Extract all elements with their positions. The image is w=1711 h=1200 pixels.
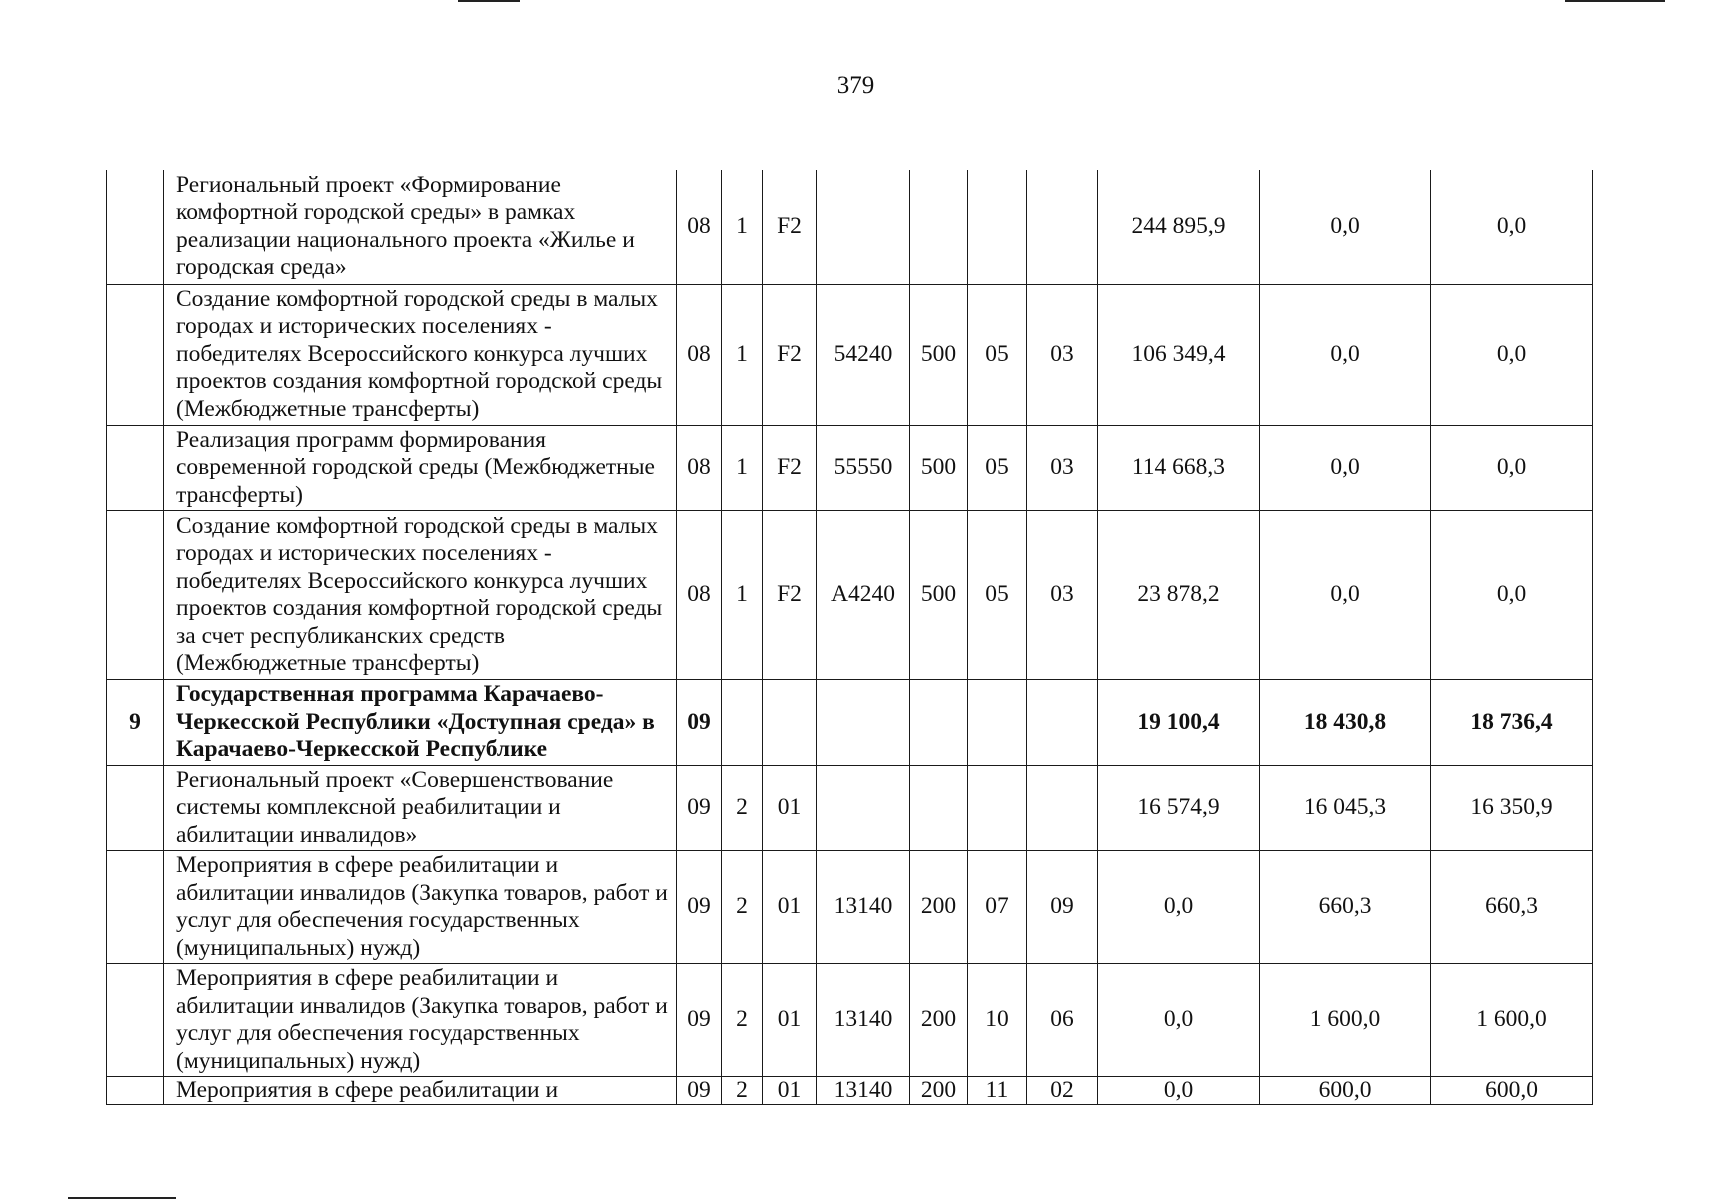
amount-year3-cell: 1 600,0 [1431, 964, 1593, 1077]
amount-year1-cell: 19 100,4 [1098, 680, 1260, 766]
project-code-cell: F2 [763, 425, 817, 511]
expense-type-cell: 200 [910, 851, 968, 964]
table-row [107, 680, 1593, 766]
expense-type-cell: 500 [910, 284, 968, 425]
row-number-cell [107, 425, 164, 511]
subsection-cell: 03 [1027, 425, 1098, 511]
subprogram-code-cell: 1 [722, 284, 763, 425]
section-cell [968, 680, 1027, 766]
amount-year2-cell: 0,0 [1260, 284, 1431, 425]
program-code-cell: 09 [677, 765, 722, 851]
amount-year2-cell: 660,3 [1260, 851, 1431, 964]
subsection-cell: 03 [1027, 284, 1098, 425]
row-name-cell: Региональный проект «Формирование комфортной городской среды» в рамках реализации национального проекта «Жилье и городская среда» [164, 170, 677, 284]
project-code-cell: 01 [763, 765, 817, 851]
scan-artifact-top-right [1565, 0, 1665, 2]
subsection-cell: 02 [1027, 1077, 1098, 1105]
direction-code-cell: 54240 [817, 284, 910, 425]
row-name-cell: Реализация программ формирования современной городской среды (Межбюджетные трансферты) [164, 425, 677, 511]
amount-year1-cell: 16 574,9 [1098, 765, 1260, 851]
expense-type-cell [910, 765, 968, 851]
table-row [107, 964, 1593, 1077]
direction-code-cell: 13140 [817, 964, 910, 1077]
project-code-cell: 01 [763, 964, 817, 1077]
row-name-cell: Мероприятия в сфере реабилитации и [164, 1077, 677, 1105]
amount-year3-cell: 0,0 [1431, 425, 1593, 511]
amount-year2-cell: 0,0 [1260, 511, 1431, 680]
project-code-cell: F2 [763, 511, 817, 680]
row-number-cell: 9 [107, 680, 164, 766]
section-cell: 05 [968, 425, 1027, 511]
row-number-cell [107, 284, 164, 425]
amount-year2-cell: 18 430,8 [1260, 680, 1431, 766]
amount-year3-cell: 18 736,4 [1431, 680, 1593, 766]
subsection-cell [1027, 170, 1098, 284]
amount-year3-cell: 16 350,9 [1431, 765, 1593, 851]
program-code-cell: 08 [677, 170, 722, 284]
section-cell: 11 [968, 1077, 1027, 1105]
amount-year3-cell: 0,0 [1431, 170, 1593, 284]
row-number-cell [107, 511, 164, 680]
direction-code-cell: 13140 [817, 851, 910, 964]
row-name-cell: Мероприятия в сфере реабилитации и абилитации инвалидов (Закупка товаров, работ и услуг для обеспечения государственных (муниципальных) нужд) [164, 964, 677, 1077]
expense-type-cell [910, 680, 968, 766]
amount-year2-cell: 16 045,3 [1260, 765, 1431, 851]
subsection-cell: 09 [1027, 851, 1098, 964]
subprogram-code-cell: 2 [722, 851, 763, 964]
row-number-cell [107, 964, 164, 1077]
subprogram-code-cell: 2 [722, 964, 763, 1077]
section-cell: 05 [968, 511, 1027, 680]
direction-code-cell: 55550 [817, 425, 910, 511]
amount-year3-cell: 660,3 [1431, 851, 1593, 964]
program-code-cell: 08 [677, 511, 722, 680]
subprogram-code-cell [722, 680, 763, 766]
subsection-cell: 06 [1027, 964, 1098, 1077]
table-row [107, 511, 1593, 680]
amount-year2-cell: 0,0 [1260, 425, 1431, 511]
row-name-cell: Мероприятия в сфере реабилитации и абилитации инвалидов (Закупка товаров, работ и услуг для обеспечения государственных (муниципальных) нужд) [164, 851, 677, 964]
section-cell [968, 765, 1027, 851]
page-number: 379 [836, 72, 875, 99]
program-code-cell: 09 [677, 680, 722, 766]
amount-year1-cell: 0,0 [1098, 964, 1260, 1077]
expense-type-cell [910, 170, 968, 284]
subsection-cell: 03 [1027, 511, 1098, 680]
section-cell: 05 [968, 284, 1027, 425]
amount-year1-cell: 106 349,4 [1098, 284, 1260, 425]
amount-year1-cell: 23 878,2 [1098, 511, 1260, 680]
row-number-cell [107, 1077, 164, 1105]
direction-code-cell [817, 680, 910, 766]
direction-code-cell: 13140 [817, 1077, 910, 1105]
subprogram-code-cell: 1 [722, 170, 763, 284]
expense-type-cell: 200 [910, 1077, 968, 1105]
project-code-cell [763, 680, 817, 766]
amount-year2-cell: 0,0 [1260, 170, 1431, 284]
amount-year1-cell: 0,0 [1098, 1077, 1260, 1105]
subprogram-code-cell: 1 [722, 425, 763, 511]
amount-year3-cell: 0,0 [1431, 511, 1593, 680]
subsection-cell [1027, 680, 1098, 766]
table-row [107, 284, 1593, 425]
expense-type-cell: 500 [910, 511, 968, 680]
amount-year1-cell: 0,0 [1098, 851, 1260, 964]
program-code-cell: 08 [677, 284, 722, 425]
subsection-cell [1027, 765, 1098, 851]
direction-code-cell [817, 170, 910, 284]
program-code-cell: 09 [677, 1077, 722, 1105]
project-code-cell: 01 [763, 851, 817, 964]
row-number-cell [107, 851, 164, 964]
amount-year1-cell: 244 895,9 [1098, 170, 1260, 284]
direction-code-cell: А4240 [817, 511, 910, 680]
project-code-cell: F2 [763, 284, 817, 425]
table-row [107, 765, 1593, 851]
section-cell: 10 [968, 964, 1027, 1077]
amount-year1-cell: 114 668,3 [1098, 425, 1260, 511]
expense-type-cell: 200 [910, 964, 968, 1077]
budget-table [106, 170, 1593, 1105]
subprogram-code-cell: 1 [722, 511, 763, 680]
project-code-cell: F2 [763, 170, 817, 284]
row-name-cell: Создание комфортной городской среды в малых городах и исторических поселениях - победителях Всероссийского конкурса лучших проектов создания комфортной городской среды за счет республиканских средств (Межбюджетные трансферты) [164, 511, 677, 680]
amount-year3-cell: 0,0 [1431, 284, 1593, 425]
table-row [107, 425, 1593, 511]
table-row [107, 851, 1593, 964]
table-body [107, 170, 1593, 1105]
subprogram-code-cell: 2 [722, 1077, 763, 1105]
program-code-cell: 08 [677, 425, 722, 511]
row-name-cell: Государственная программа Карачаево-Черкесской Республики «Доступная среда» в Карачаево-Черкесской Республике [164, 680, 677, 766]
table-row [107, 1077, 1593, 1105]
program-code-cell: 09 [677, 964, 722, 1077]
subprogram-code-cell: 2 [722, 765, 763, 851]
expense-type-cell: 500 [910, 425, 968, 511]
row-number-cell [107, 170, 164, 284]
amount-year2-cell: 600,0 [1260, 1077, 1431, 1105]
row-number-cell [107, 765, 164, 851]
scan-artifact-top-left [458, 0, 520, 2]
row-name-cell: Создание комфортной городской среды в малых городах и исторических поселениях - победителях Всероссийского конкурса лучших проектов создания комфортной городской среды (Межбюджетные трансферты) [164, 284, 677, 425]
project-code-cell: 01 [763, 1077, 817, 1105]
direction-code-cell [817, 765, 910, 851]
scan-artifact-bottom-left [68, 1197, 176, 1199]
program-code-cell: 09 [677, 851, 722, 964]
section-cell [968, 170, 1027, 284]
row-name-cell: Региональный проект «Совершенствование системы комплексной реабилитации и абилитации инвалидов» [164, 765, 677, 851]
amount-year3-cell: 600,0 [1431, 1077, 1593, 1105]
table-row [107, 170, 1593, 284]
section-cell: 07 [968, 851, 1027, 964]
amount-year2-cell: 1 600,0 [1260, 964, 1431, 1077]
